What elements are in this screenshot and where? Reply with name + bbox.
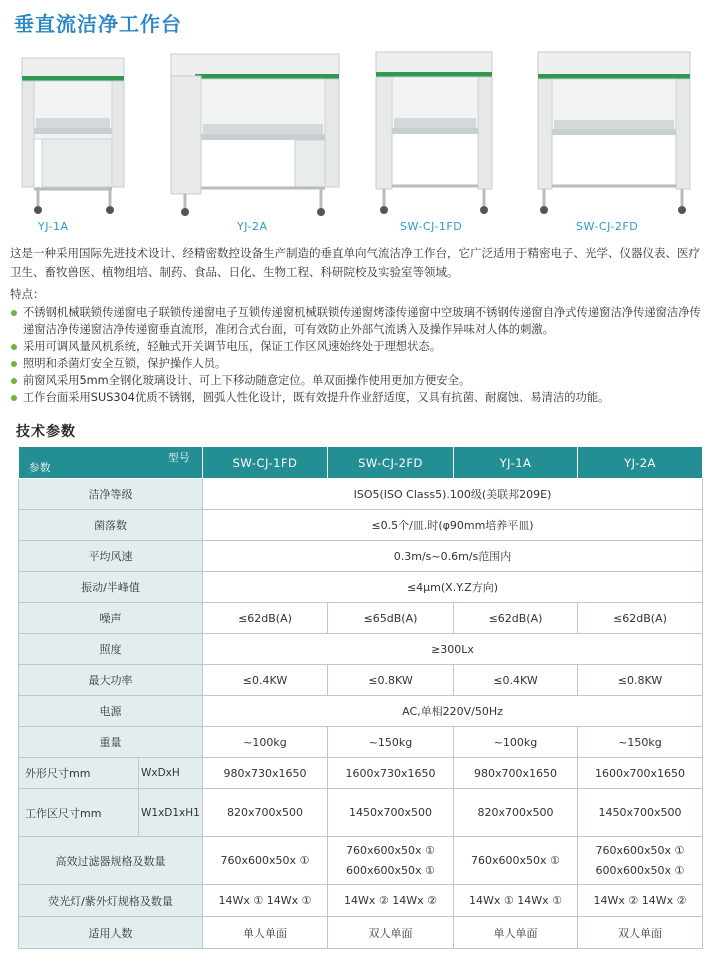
cell-value: 双人单面 — [578, 917, 703, 949]
cell-value: 单人单面 — [203, 917, 328, 949]
header-model: YJ-1A — [454, 447, 578, 479]
clean-bench-image — [8, 44, 158, 224]
table-row — [19, 885, 703, 917]
row-label: 电源 — [19, 696, 203, 727]
product-label: SW-CJ-2FD — [576, 220, 639, 233]
spec-table — [18, 446, 703, 949]
row-label: 振动/半峰值 — [19, 572, 203, 603]
header-model-label: 型号 — [168, 452, 190, 464]
cell-value: ≤4μm(X.Y.Z方向) — [203, 572, 703, 603]
row-label: 洁净等级 — [19, 479, 203, 510]
table-row — [19, 603, 703, 634]
bullet-icon — [11, 310, 17, 316]
bullet-icon — [11, 344, 17, 350]
table-row — [19, 572, 703, 603]
cell-value: ≤65dB(A) — [328, 603, 454, 634]
cell-value: 14Wx ② 14Wx ② — [578, 885, 703, 917]
cell-value: ≥300Lx — [203, 634, 703, 665]
cell-value: 双人单面 — [328, 917, 454, 949]
product-yj-2a — [165, 44, 345, 233]
cell-value: 1600x700x1650 — [578, 758, 703, 789]
spec-title: 技术参数 — [16, 424, 76, 440]
product-gallery — [0, 44, 720, 240]
cell-value: 单人单面 — [454, 917, 578, 949]
intro-paragraph: 这是一种采用国际先进技术设计、经精密数控设备生产制造的垂直单向气流洁净工作台，它广泛适用于精密电子、光学、仪器仪表、医疗卫生、畜牧兽医、植物组培、制药、食品、日化、生物工程、科研院校及实验室等领域。 — [10, 246, 700, 279]
table-row — [19, 727, 703, 758]
row-label: 噪声 — [19, 603, 203, 634]
row-label: 照度 — [19, 634, 203, 665]
cell-value: 760x600x50x ① — [203, 837, 328, 885]
cell-value: ≤62dB(A) — [454, 603, 578, 634]
clean-bench-image — [165, 44, 345, 224]
cell-value: 820x700x500 — [454, 789, 578, 837]
table-row — [19, 696, 703, 727]
cell-value: 0.3m/s~0.6m/s范围内 — [203, 541, 703, 572]
table-row — [19, 541, 703, 572]
features-title: 特点： — [10, 287, 45, 301]
cell-value: ~150kg — [578, 727, 703, 758]
list-item: 不锈钢机械联锁传递窗电子联锁传递窗电子互锁传递窗机械联锁传递窗烤漆传递窗中空玻璃不锈钢传递窗自净式传递窗洁净传递窗洁净传递窗洁净传递窗洁净传递窗垂直流形，准闭合式台面，可有效防止外部气流诱入及操作异味对人体的刺激。 — [10, 304, 712, 338]
row-label: 高效过滤器规格及数量 — [19, 837, 203, 885]
row-label: 荧光灯/紫外灯规格及数量 — [19, 885, 203, 917]
row-label: 重量 — [19, 727, 203, 758]
row-label: 最大功率 — [19, 665, 203, 696]
cell-value: 1450x700x500 — [328, 789, 454, 837]
header-model: SW-CJ-1FD — [203, 447, 328, 479]
feature-list — [10, 304, 712, 406]
header-param-label: 参数 — [29, 462, 51, 474]
product-label: YJ-1A — [38, 220, 69, 233]
row-sublabel: WxDxH — [139, 758, 203, 789]
cell-value: ISO5(ISO Class5).100级(美联邦209E) — [203, 479, 703, 510]
cell-value: AC,单相220V/50Hz — [203, 696, 703, 727]
header-corner — [19, 447, 203, 479]
table-header-row — [19, 447, 703, 479]
row-sublabel: W1xD1xH1 — [139, 789, 203, 837]
cell-value: 14Wx ② 14Wx ② — [328, 885, 454, 917]
cell-value: ~100kg — [454, 727, 578, 758]
header-model: SW-CJ-2FD — [328, 447, 454, 479]
cell-value: 14Wx ① 14Wx ① — [203, 885, 328, 917]
bullet-icon — [11, 361, 17, 367]
cell-value: ≤62dB(A) — [578, 603, 703, 634]
list-item: 照明和杀菌灯安全互锁，保护操作人员。 — [10, 355, 712, 372]
bullet-icon — [11, 378, 17, 384]
cell-value: ≤0.8KW — [578, 665, 703, 696]
cell-value: ≤0.5个/皿.时(φ90mm培养平皿) — [203, 510, 703, 541]
row-label: 平均风速 — [19, 541, 203, 572]
cell-value: ≤0.4KW — [203, 665, 328, 696]
row-label: 菌落数 — [19, 510, 203, 541]
table-row — [19, 837, 703, 885]
cell-value: 1450x700x500 — [578, 789, 703, 837]
product-sw-cj-2fd — [528, 44, 698, 233]
row-label: 工作区尺寸mm — [19, 789, 139, 837]
cell-value: 1600x730x1650 — [328, 758, 454, 789]
list-item: 采用可调风量风机系统，轻触式开关调节电压，保证工作区风速始终处于理想状态。 — [10, 338, 712, 355]
cell-value: 760x600x50x ① 600x600x50x ① — [578, 837, 703, 885]
clean-bench-image — [370, 44, 500, 224]
list-item: 工作台面采用SUS304优质不锈钢，圆弧人性化设计，既有效提升作业舒适度，又具有抗菌、耐腐蚀、易清洁的功能。 — [10, 389, 712, 406]
cell-value: ~150kg — [328, 727, 454, 758]
cell-value: 14Wx ① 14Wx ① — [454, 885, 578, 917]
table-row — [19, 634, 703, 665]
header-model: YJ-2A — [578, 447, 703, 479]
row-label: 外形尺寸mm — [19, 758, 139, 789]
table-row — [19, 789, 703, 837]
cell-value: 980x700x1650 — [454, 758, 578, 789]
table-row — [19, 665, 703, 696]
table-row — [19, 917, 703, 949]
table-row — [19, 510, 703, 541]
cell-value: ≤62dB(A) — [203, 603, 328, 634]
cell-value: 820x700x500 — [203, 789, 328, 837]
cell-value: ~100kg — [203, 727, 328, 758]
row-label: 适用人数 — [19, 917, 203, 949]
product-label: SW-CJ-1FD — [400, 220, 463, 233]
bullet-icon — [11, 395, 17, 401]
cell-value: ≤0.4KW — [454, 665, 578, 696]
cell-value: 760x600x50x ① — [454, 837, 578, 885]
cell-value: 760x600x50x ① 600x600x50x ① — [328, 837, 454, 885]
clean-bench-image — [528, 44, 698, 224]
cell-value: ≤0.8KW — [328, 665, 454, 696]
product-label: YJ-2A — [237, 220, 268, 233]
list-item: 前窗风采用5mm全钢化玻璃设计、可上下移动随意定位。单双面操作使用更加方便安全。 — [10, 372, 712, 389]
product-yj-1a — [8, 44, 158, 233]
table-row — [19, 479, 703, 510]
cell-value: 980x730x1650 — [203, 758, 328, 789]
page-title: 垂直流洁净工作台 — [14, 12, 182, 36]
table-row — [19, 758, 703, 789]
product-sw-cj-1fd — [370, 44, 500, 233]
